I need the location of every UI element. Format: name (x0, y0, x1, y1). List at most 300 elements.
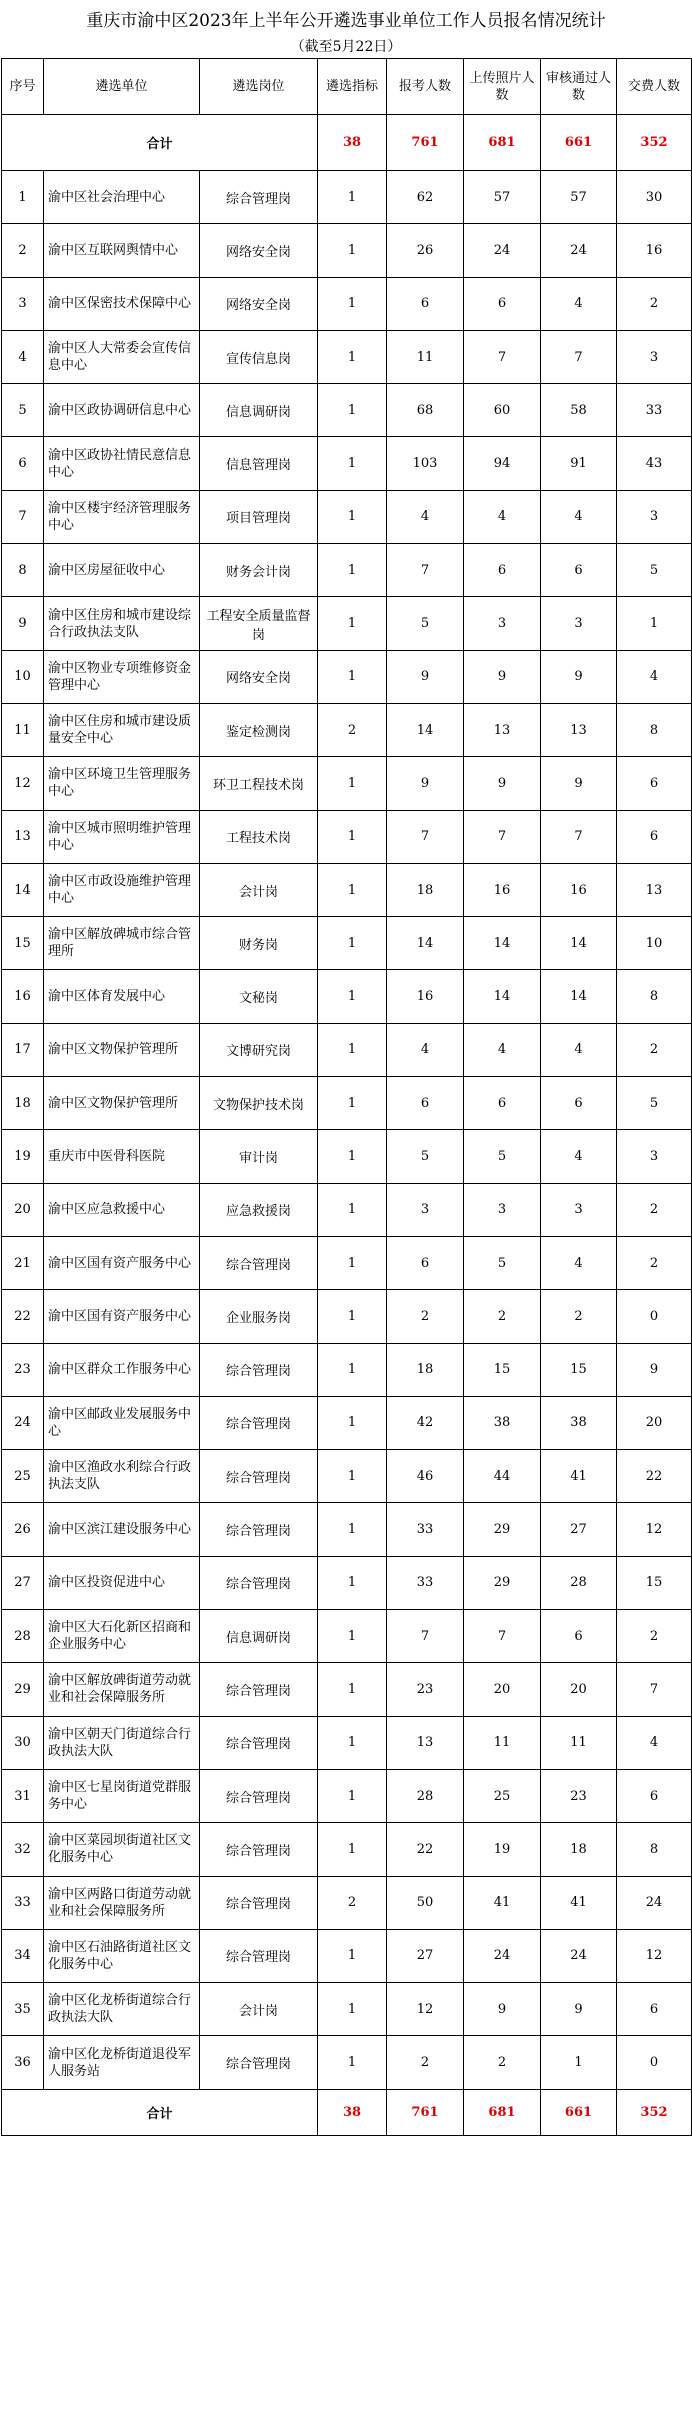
row-position: 网络安全岗 (200, 650, 318, 703)
row-position: 信息管理岗 (200, 437, 318, 490)
row-photos: 29 (464, 1503, 541, 1556)
total-quota: 38 (318, 115, 387, 171)
table-row (2, 544, 692, 597)
table-row (2, 1130, 692, 1183)
row-index: 36 (2, 2036, 44, 2089)
table-row (2, 277, 692, 330)
total-row-bottom (2, 2089, 692, 2135)
row-position: 企业服务岗 (200, 1290, 318, 1343)
row-paid: 7 (617, 1663, 692, 1716)
row-applicants: 9 (387, 650, 464, 703)
row-photos: 14 (464, 970, 541, 1023)
row-applicants: 68 (387, 384, 464, 437)
page (0, 6, 692, 2413)
row-paid: 8 (617, 1823, 692, 1876)
total-label: 合计 (2, 115, 318, 171)
row-paid: 1 (617, 597, 692, 650)
row-photos: 19 (464, 1823, 541, 1876)
row-position: 环卫工程技术岗 (200, 757, 318, 810)
row-quota: 1 (318, 1716, 387, 1769)
row-unit: 渝中区市政设施维护管理中心 (44, 863, 200, 916)
row-index: 17 (2, 1023, 44, 1076)
row-approved: 4 (541, 1130, 617, 1183)
table-row (2, 1236, 692, 1289)
row-photos: 60 (464, 384, 541, 437)
row-unit: 渝中区保密技术保障中心 (44, 277, 200, 330)
header-quota: 遴选指标 (318, 59, 387, 115)
row-approved: 9 (541, 1983, 617, 2036)
row-position: 项目管理岗 (200, 490, 318, 543)
row-photos: 13 (464, 703, 541, 756)
row-photos: 41 (464, 1876, 541, 1929)
row-position: 会计岗 (200, 1983, 318, 2036)
document-title: 重庆市渝中区2023年上半年公开遴选事业单位工作人员报名情况统计 (86, 11, 606, 31)
row-photos: 6 (464, 544, 541, 597)
row-position: 综合管理岗 (200, 1823, 318, 1876)
row-applicants: 2 (387, 1290, 464, 1343)
row-approved: 41 (541, 1876, 617, 1929)
row-unit: 渝中区文物保护管理所 (44, 1023, 200, 1076)
row-approved: 23 (541, 1769, 617, 1822)
row-photos: 6 (464, 1077, 541, 1130)
row-quota: 1 (318, 1077, 387, 1130)
row-index: 5 (2, 384, 44, 437)
table-row (2, 1716, 692, 1769)
row-index: 21 (2, 1236, 44, 1289)
row-unit: 渝中区人大常委会宣传信息中心 (44, 330, 200, 383)
row-index: 15 (2, 917, 44, 970)
row-photos: 4 (464, 490, 541, 543)
row-position: 文博研究岗 (200, 1023, 318, 1076)
row-applicants: 27 (387, 1929, 464, 1982)
header-photos: 上传照片人数 (464, 59, 541, 115)
row-photos: 6 (464, 277, 541, 330)
table-row (2, 1983, 692, 2036)
row-applicants: 14 (387, 917, 464, 970)
table-row (2, 1343, 692, 1396)
row-photos: 24 (464, 1929, 541, 1982)
row-paid: 12 (617, 1503, 692, 1556)
total-applicants-bottom: 761 (387, 2089, 464, 2135)
row-position: 综合管理岗 (200, 1450, 318, 1503)
row-approved: 57 (541, 171, 617, 224)
row-approved: 6 (541, 1610, 617, 1663)
row-applicants: 50 (387, 1876, 464, 1929)
row-applicants: 6 (387, 1077, 464, 1130)
row-index: 24 (2, 1396, 44, 1449)
table-row (2, 171, 692, 224)
row-position: 鉴定检测岗 (200, 703, 318, 756)
header-unit: 遴选单位 (44, 59, 200, 115)
row-approved: 11 (541, 1716, 617, 1769)
row-applicants: 7 (387, 1610, 464, 1663)
row-unit: 渝中区化龙桥街道综合行政执法大队 (44, 1983, 200, 2036)
row-paid: 2 (617, 1023, 692, 1076)
row-position: 审计岗 (200, 1130, 318, 1183)
row-unit: 重庆市中医骨科医院 (44, 1130, 200, 1183)
table-row (2, 2036, 692, 2089)
row-position: 综合管理岗 (200, 1663, 318, 1716)
row-quota: 1 (318, 224, 387, 277)
row-paid: 15 (617, 1556, 692, 1609)
row-position: 综合管理岗 (200, 1343, 318, 1396)
table-row (2, 703, 692, 756)
row-paid: 43 (617, 437, 692, 490)
row-position: 信息调研岗 (200, 384, 318, 437)
row-photos: 9 (464, 650, 541, 703)
row-applicants: 103 (387, 437, 464, 490)
table-row (2, 970, 692, 1023)
row-approved: 7 (541, 810, 617, 863)
row-approved: 2 (541, 1290, 617, 1343)
row-index: 1 (2, 171, 44, 224)
row-unit: 渝中区房屋征收中心 (44, 544, 200, 597)
row-unit: 渝中区邮政业发展服务中心 (44, 1396, 200, 1449)
row-applicants: 4 (387, 490, 464, 543)
row-photos: 2 (464, 1290, 541, 1343)
row-quota: 1 (318, 863, 387, 916)
total-paid: 352 (617, 115, 692, 171)
row-quota: 1 (318, 1663, 387, 1716)
row-quota: 1 (318, 2036, 387, 2089)
row-quota: 1 (318, 277, 387, 330)
row-index: 16 (2, 970, 44, 1023)
row-paid: 20 (617, 1396, 692, 1449)
row-quota: 1 (318, 757, 387, 810)
row-applicants: 13 (387, 1716, 464, 1769)
row-index: 27 (2, 1556, 44, 1609)
table-row (2, 1823, 692, 1876)
table-row (2, 330, 692, 383)
row-paid: 2 (617, 277, 692, 330)
row-approved: 27 (541, 1503, 617, 1556)
row-quota: 1 (318, 1983, 387, 2036)
total-applicants: 761 (387, 115, 464, 171)
row-applicants: 46 (387, 1450, 464, 1503)
row-unit: 渝中区住房和城市建设质量安全中心 (44, 703, 200, 756)
row-position: 综合管理岗 (200, 1236, 318, 1289)
row-index: 20 (2, 1183, 44, 1236)
row-index: 18 (2, 1077, 44, 1130)
row-index: 28 (2, 1610, 44, 1663)
row-photos: 20 (464, 1663, 541, 1716)
row-position: 综合管理岗 (200, 1929, 318, 1982)
row-position: 工程技术岗 (200, 810, 318, 863)
row-quota: 1 (318, 810, 387, 863)
row-position: 应急救援岗 (200, 1183, 318, 1236)
row-index: 31 (2, 1769, 44, 1822)
row-paid: 30 (617, 171, 692, 224)
row-photos: 24 (464, 224, 541, 277)
table-row (2, 597, 692, 650)
row-unit: 渝中区朝天门街道综合行政执法大队 (44, 1716, 200, 1769)
row-quota: 1 (318, 1769, 387, 1822)
table-row (2, 917, 692, 970)
row-unit: 渝中区七星岗街道党群服务中心 (44, 1769, 200, 1822)
row-approved: 7 (541, 330, 617, 383)
row-paid: 2 (617, 1183, 692, 1236)
row-approved: 91 (541, 437, 617, 490)
row-applicants: 6 (387, 1236, 464, 1289)
row-approved: 24 (541, 224, 617, 277)
row-applicants: 12 (387, 1983, 464, 2036)
table-row (2, 384, 692, 437)
table-row (2, 1183, 692, 1236)
row-approved: 3 (541, 1183, 617, 1236)
row-quota: 1 (318, 970, 387, 1023)
row-photos: 5 (464, 1236, 541, 1289)
row-applicants: 4 (387, 1023, 464, 1076)
table-row (2, 757, 692, 810)
row-paid: 8 (617, 703, 692, 756)
row-applicants: 7 (387, 544, 464, 597)
row-index: 30 (2, 1716, 44, 1769)
row-photos: 7 (464, 330, 541, 383)
row-applicants: 3 (387, 1183, 464, 1236)
row-applicants: 33 (387, 1556, 464, 1609)
row-index: 4 (2, 330, 44, 383)
row-paid: 4 (617, 1716, 692, 1769)
row-index: 33 (2, 1876, 44, 1929)
row-quota: 1 (318, 1450, 387, 1503)
row-unit: 渝中区住房和城市建设综合行政执法支队 (44, 597, 200, 650)
row-applicants: 16 (387, 970, 464, 1023)
row-paid: 8 (617, 970, 692, 1023)
row-position: 综合管理岗 (200, 1396, 318, 1449)
row-applicants: 26 (387, 224, 464, 277)
row-quota: 1 (318, 1503, 387, 1556)
row-paid: 2 (617, 1610, 692, 1663)
total-approved: 661 (541, 115, 617, 171)
row-photos: 94 (464, 437, 541, 490)
row-paid: 6 (617, 757, 692, 810)
row-approved: 4 (541, 277, 617, 330)
row-approved: 1 (541, 2036, 617, 2089)
row-paid: 2 (617, 1236, 692, 1289)
row-approved: 3 (541, 597, 617, 650)
total-photos-bottom: 681 (464, 2089, 541, 2135)
table-row (2, 1290, 692, 1343)
row-index: 14 (2, 863, 44, 916)
row-quota: 1 (318, 1929, 387, 1982)
row-quota: 1 (318, 544, 387, 597)
row-position: 综合管理岗 (200, 1876, 318, 1929)
row-paid: 22 (617, 1450, 692, 1503)
row-unit: 渝中区政协社情民意信息中心 (44, 437, 200, 490)
row-index: 2 (2, 224, 44, 277)
row-approved: 24 (541, 1929, 617, 1982)
table-row (2, 1077, 692, 1130)
row-applicants: 33 (387, 1503, 464, 1556)
row-index: 19 (2, 1130, 44, 1183)
row-photos: 57 (464, 171, 541, 224)
row-quota: 1 (318, 650, 387, 703)
table-row (2, 1396, 692, 1449)
row-quota: 1 (318, 1343, 387, 1396)
row-position: 文秘岗 (200, 970, 318, 1023)
row-paid: 10 (617, 917, 692, 970)
row-quota: 2 (318, 703, 387, 756)
row-quota: 1 (318, 1290, 387, 1343)
row-approved: 4 (541, 1236, 617, 1289)
row-index: 3 (2, 277, 44, 330)
row-paid: 13 (617, 863, 692, 916)
row-applicants: 18 (387, 863, 464, 916)
row-photos: 7 (464, 1610, 541, 1663)
row-approved: 41 (541, 1450, 617, 1503)
table-row (2, 810, 692, 863)
row-photos: 11 (464, 1716, 541, 1769)
row-index: 23 (2, 1343, 44, 1396)
row-unit: 渝中区城市照明维护管理中心 (44, 810, 200, 863)
row-approved: 20 (541, 1663, 617, 1716)
row-unit: 渝中区化龙桥街道退役军人服务站 (44, 2036, 200, 2089)
header-applicants: 报考人数 (387, 59, 464, 115)
row-photos: 9 (464, 1983, 541, 2036)
stats-table (1, 58, 692, 2136)
header-index: 序号 (2, 59, 44, 115)
row-approved: 14 (541, 917, 617, 970)
row-approved: 13 (541, 703, 617, 756)
row-index: 12 (2, 757, 44, 810)
row-applicants: 14 (387, 703, 464, 756)
row-index: 11 (2, 703, 44, 756)
row-index: 25 (2, 1450, 44, 1503)
row-position: 文物保护技术岗 (200, 1077, 318, 1130)
row-paid: 12 (617, 1929, 692, 1982)
table-row (2, 437, 692, 490)
row-index: 8 (2, 544, 44, 597)
row-quota: 1 (318, 597, 387, 650)
row-approved: 9 (541, 757, 617, 810)
row-applicants: 2 (387, 2036, 464, 2089)
row-paid: 0 (617, 1290, 692, 1343)
row-position: 综合管理岗 (200, 1503, 318, 1556)
row-photos: 38 (464, 1396, 541, 1449)
row-quota: 1 (318, 490, 387, 543)
row-applicants: 9 (387, 757, 464, 810)
row-photos: 29 (464, 1556, 541, 1609)
row-index: 6 (2, 437, 44, 490)
row-position: 工程安全质量监督岗 (200, 597, 318, 650)
total-label-bottom: 合计 (2, 2089, 318, 2135)
row-quota: 1 (318, 171, 387, 224)
row-position: 宣传信息岗 (200, 330, 318, 383)
row-index: 7 (2, 490, 44, 543)
row-approved: 15 (541, 1343, 617, 1396)
row-unit: 渝中区社会治理中心 (44, 171, 200, 224)
row-photos: 2 (464, 2036, 541, 2089)
row-photos: 15 (464, 1343, 541, 1396)
row-position: 会计岗 (200, 863, 318, 916)
row-unit: 渝中区石油路街道社区文化服务中心 (44, 1929, 200, 1982)
row-quota: 1 (318, 1130, 387, 1183)
row-approved: 28 (541, 1556, 617, 1609)
row-unit: 渝中区大石化新区招商和企业服务中心 (44, 1610, 200, 1663)
row-unit: 渝中区国有资产服务中心 (44, 1236, 200, 1289)
total-approved-bottom: 661 (541, 2089, 617, 2135)
row-approved: 9 (541, 650, 617, 703)
row-applicants: 5 (387, 1130, 464, 1183)
row-paid: 6 (617, 1769, 692, 1822)
row-photos: 3 (464, 597, 541, 650)
row-unit: 渝中区国有资产服务中心 (44, 1290, 200, 1343)
row-paid: 9 (617, 1343, 692, 1396)
header-position: 遴选岗位 (200, 59, 318, 115)
row-position: 信息调研岗 (200, 1610, 318, 1663)
row-applicants: 62 (387, 171, 464, 224)
row-quota: 1 (318, 1183, 387, 1236)
row-position: 网络安全岗 (200, 277, 318, 330)
table-row (2, 863, 692, 916)
row-index: 13 (2, 810, 44, 863)
row-applicants: 6 (387, 277, 464, 330)
row-position: 综合管理岗 (200, 2036, 318, 2089)
row-paid: 5 (617, 1077, 692, 1130)
row-position: 综合管理岗 (200, 1769, 318, 1822)
row-approved: 6 (541, 1077, 617, 1130)
row-unit: 渝中区应急救援中心 (44, 1183, 200, 1236)
row-quota: 2 (318, 1876, 387, 1929)
row-position: 综合管理岗 (200, 1716, 318, 1769)
table-row (2, 1450, 692, 1503)
row-unit: 渝中区渔政水利综合行政执法支队 (44, 1450, 200, 1503)
table-row (2, 224, 692, 277)
row-photos: 4 (464, 1023, 541, 1076)
row-approved: 58 (541, 384, 617, 437)
table-row (2, 1023, 692, 1076)
row-paid: 33 (617, 384, 692, 437)
row-index: 29 (2, 1663, 44, 1716)
row-applicants: 18 (387, 1343, 464, 1396)
row-photos: 5 (464, 1130, 541, 1183)
row-position: 综合管理岗 (200, 1556, 318, 1609)
row-applicants: 22 (387, 1823, 464, 1876)
row-unit: 渝中区群众工作服务中心 (44, 1343, 200, 1396)
table-row (2, 1929, 692, 1982)
row-unit: 渝中区滨江建设服务中心 (44, 1503, 200, 1556)
row-paid: 6 (617, 1983, 692, 2036)
row-approved: 38 (541, 1396, 617, 1449)
row-unit: 渝中区两路口街道劳动就业和社会保障服务所 (44, 1876, 200, 1929)
row-approved: 4 (541, 490, 617, 543)
row-photos: 44 (464, 1450, 541, 1503)
row-unit: 渝中区楼宇经济管理服务中心 (44, 490, 200, 543)
table-row (2, 1876, 692, 1929)
row-applicants: 11 (387, 330, 464, 383)
row-quota: 1 (318, 1023, 387, 1076)
row-applicants: 42 (387, 1396, 464, 1449)
row-paid: 16 (617, 224, 692, 277)
row-index: 34 (2, 1929, 44, 1982)
row-quota: 1 (318, 437, 387, 490)
row-photos: 25 (464, 1769, 541, 1822)
total-quota-bottom: 38 (318, 2089, 387, 2135)
row-quota: 1 (318, 1396, 387, 1449)
row-paid: 4 (617, 650, 692, 703)
row-applicants: 7 (387, 810, 464, 863)
row-approved: 4 (541, 1023, 617, 1076)
row-approved: 14 (541, 970, 617, 1023)
table-row (2, 650, 692, 703)
row-unit: 渝中区互联网舆情中心 (44, 224, 200, 277)
table-row (2, 1769, 692, 1822)
header-paid: 交费人数 (617, 59, 692, 115)
row-quota: 1 (318, 330, 387, 383)
row-photos: 7 (464, 810, 541, 863)
row-photos: 16 (464, 863, 541, 916)
row-unit: 渝中区文物保护管理所 (44, 1077, 200, 1130)
